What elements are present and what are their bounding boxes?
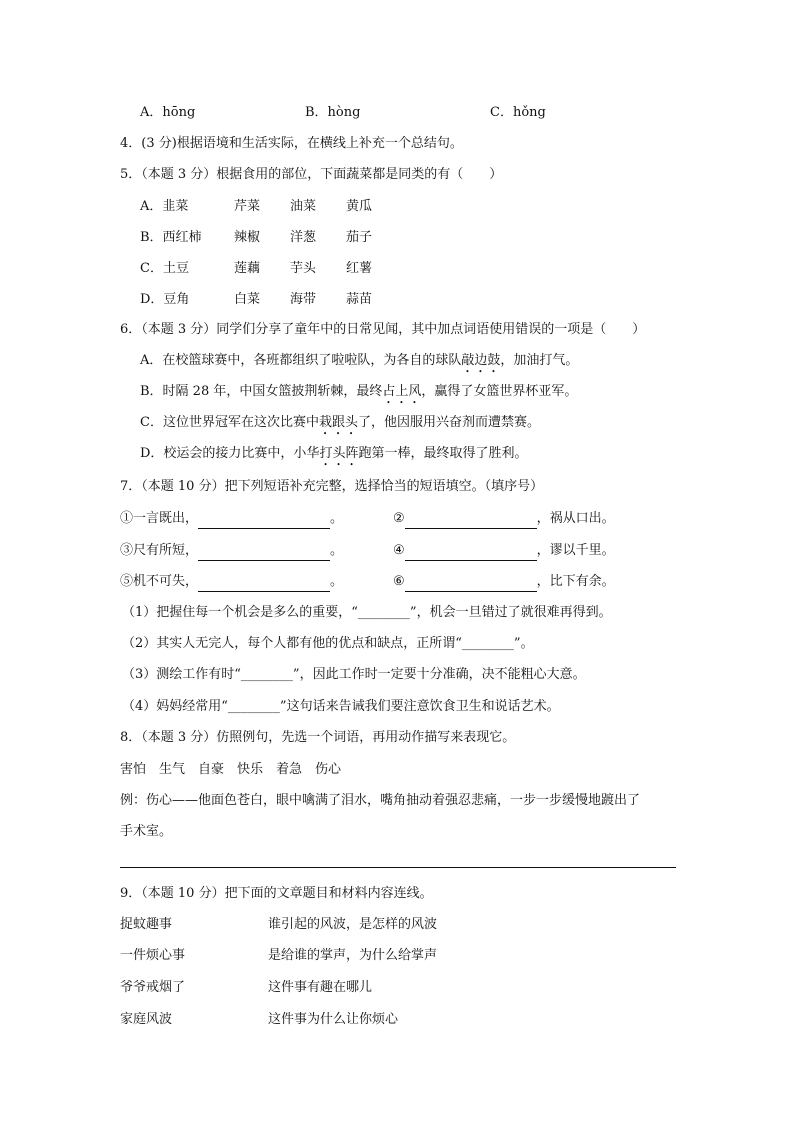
q5-item: 白菜 <box>234 292 261 307</box>
q3-option-c: C．hǒng <box>490 105 546 120</box>
q8-example-line-2: 手术室。 <box>120 824 173 839</box>
phrase-text: ①一言既出， <box>120 511 199 526</box>
q8-example-line-1: 例：伤心——他面色苍白，眼中噙满了泪水，嘴角抽动着强忍悲痛，一步一步缓慢地踱出了 <box>120 793 641 808</box>
fill-blank-3[interactable] <box>198 546 330 561</box>
q4-stem: 4．(3 分)根据语境和生活实际，在横线上补充一个总结句。 <box>120 136 463 151</box>
q9-title[interactable]: 爷爷戒烟了 <box>120 980 186 995</box>
q6-option-c <box>140 413 540 438</box>
q7-sentence-4: （4）妈妈经常用“________”这句话来告诫我们要注意饮食卫生和说话艺术。 <box>122 699 560 714</box>
phrase-end: 。 <box>330 511 344 526</box>
phrase-text: ⑤机不可失， <box>120 574 199 589</box>
q3-option-a: A．hōng <box>140 105 196 120</box>
q5-item: 黄瓜 <box>346 199 373 214</box>
q5-item: 芋头 <box>290 261 317 276</box>
q5-item: 红薯 <box>346 261 373 276</box>
q7-phrase-3 <box>120 541 343 561</box>
q5-item: 油菜 <box>290 199 317 214</box>
q5-option-label: C．土豆 <box>140 261 189 276</box>
fill-blank-1[interactable] <box>198 514 330 529</box>
q6-d-text: D．校运会的接力比赛中，小华 <box>140 446 320 461</box>
q5-item: 莲藕 <box>234 261 261 276</box>
q8-word-list: 害怕 生气 自豪 快乐 着急 伤心 <box>120 762 342 777</box>
phrase-text: ③尺有所短， <box>120 543 199 558</box>
phrase-end: 。 <box>330 543 344 558</box>
q7-phrase-5 <box>120 572 343 592</box>
q5-item: 蒜苗 <box>346 292 373 307</box>
q6-b-marked-word: 占上风 <box>382 384 422 399</box>
q7-sentence-1: （1）把握住每一个机会是多么的重要，“________”，机会一旦错过了就很难再得到。 <box>122 605 612 620</box>
q7-phrase-1 <box>120 509 343 529</box>
q6-b-text: B．时隔 28 年，中国女篮披荆斩棘，最终 <box>140 384 383 399</box>
q5-item: 洋葱 <box>290 230 317 245</box>
q6-c-text: C．这位世界冠军在这次比赛中 <box>140 415 319 430</box>
q9-title[interactable]: 捉蚊趣事 <box>120 917 173 932</box>
q9-content[interactable]: 是给谁的掌声，为什么给掌声 <box>268 948 438 963</box>
q9-title[interactable]: 家庭风波 <box>120 1012 173 1027</box>
fill-blank-2[interactable] <box>405 514 537 529</box>
q6-option-d <box>140 444 527 469</box>
q9-content[interactable]: 这件事为什么让你烦心 <box>268 1012 399 1027</box>
phrase-num: ④ <box>393 543 405 558</box>
q9-content[interactable]: 谁引起的风波，是怎样的风波 <box>268 917 438 932</box>
q5-item: 辣椒 <box>234 230 261 245</box>
q6-c-text-end: 了，他因服用兴奋剂而遭禁赛。 <box>357 415 540 430</box>
q6-a-text-end: ，加油打气。 <box>500 353 579 368</box>
q5-option-label: A．韭菜 <box>140 199 189 214</box>
phrase-end: ，谬以千里。 <box>536 543 615 558</box>
fill-blank-6[interactable] <box>405 577 537 592</box>
q7-phrase-6 <box>393 572 615 592</box>
q6-a-marked-word: 敲边鼓 <box>461 353 501 368</box>
q6-option-b <box>140 382 577 407</box>
q6-d-text-end: 跑第一棒，最终取得了胜利。 <box>358 446 528 461</box>
phrase-end: 。 <box>330 574 344 589</box>
q5-option-label: D．豆角 <box>140 292 190 307</box>
q5-item: 芹菜 <box>234 199 261 214</box>
fill-blank-5[interactable] <box>198 577 330 592</box>
q5-stem: 5．（本题 3 分）根据食用的部位，下面蔬菜都是同类的有（ ） <box>120 167 503 182</box>
q8-stem: 8．（本题 3 分）仿照例句，先选一个词语，再用动作描写来表现它。 <box>120 730 516 745</box>
q6-d-marked-word: 打头阵 <box>319 446 359 461</box>
q9-content[interactable]: 这件事有趣在哪儿 <box>268 980 373 995</box>
q5-item: 海带 <box>290 292 317 307</box>
q6-a-text: A．在校篮球赛中，各班都组织了啦啦队，为各自的球队 <box>140 353 462 368</box>
phrase-num: ⑥ <box>393 574 405 589</box>
q7-sentence-3: （3）测绘工作有时“________”，因此工作时一定要十分准确，决不能粗心大意。 <box>122 667 586 682</box>
q3-option-b: B．hòng <box>305 105 361 120</box>
q6-b-text-end: ，赢得了女篮世界杯亚军。 <box>421 384 578 399</box>
phrase-num: ② <box>393 511 405 526</box>
q9-stem: 9．（本题 10 分）把下面的文章题目和材料内容连线。 <box>120 886 433 901</box>
q7-sentence-2: （2）其实人无完人，每个人都有他的优点和缺点，正所谓“________”。 <box>122 636 534 651</box>
q7-phrase-2 <box>393 509 615 529</box>
fill-blank-4[interactable] <box>405 546 537 561</box>
q6-c-marked-word: 栽跟头 <box>318 415 358 430</box>
q7-phrase-4 <box>393 541 615 561</box>
q8-answer-line[interactable] <box>120 867 676 868</box>
q6-option-a <box>140 351 578 376</box>
q5-option-label: B．西红柿 <box>140 230 202 245</box>
q5-item: 茄子 <box>346 230 373 245</box>
phrase-end: ，比下有余。 <box>536 574 615 589</box>
q7-stem: 7．（本题 10 分）把下列短语补充完整，选择恰当的短语填空。（填序号） <box>120 479 544 494</box>
q9-title[interactable]: 一件烦心事 <box>120 948 186 963</box>
phrase-end: ，祸从口出。 <box>536 511 615 526</box>
q6-stem: 6．（本题 3 分）同学们分享了童年中的日常见闻，其中加点词语使用错误的一项是（ ） <box>120 322 646 337</box>
